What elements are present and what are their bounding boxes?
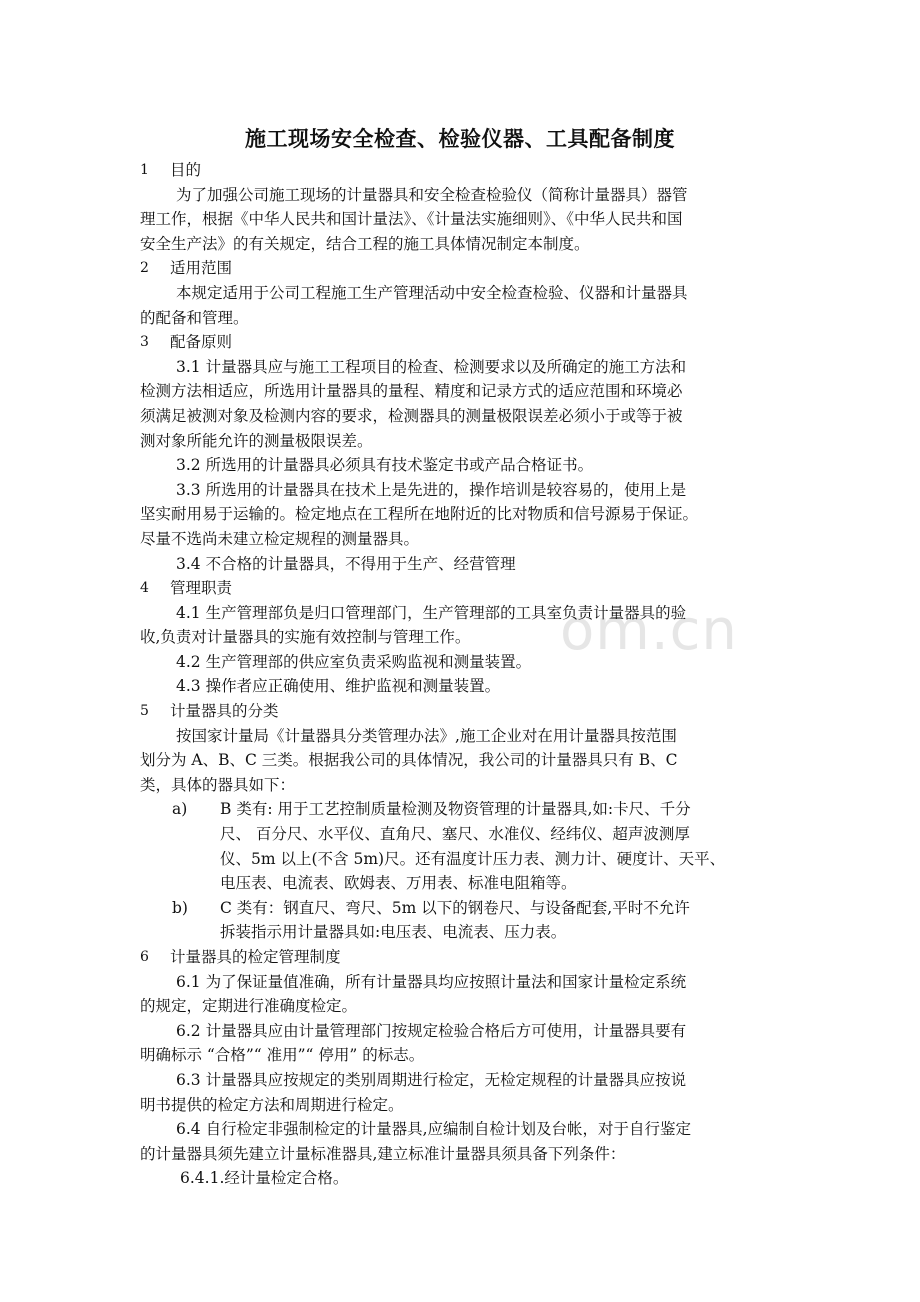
section-number: 3 bbox=[140, 334, 149, 351]
list-label: b) bbox=[172, 898, 188, 917]
watermark: om.cn bbox=[560, 598, 738, 663]
paragraph-line: 明书提供的检定方法和周期进行检定。 bbox=[140, 1095, 404, 1114]
paragraph-line: 6.4.1.经计量检定合格。 bbox=[180, 1169, 349, 1188]
paragraph-line: 3.2 所选用的计量器具必须具有技术鉴定书或产品合格证书。 bbox=[176, 456, 594, 475]
paragraph-line: 4.1 生产管理部负是归口管理部门，生产管理部的工具室负责计量器具的验 bbox=[176, 603, 687, 622]
paragraph-line: 6.3 计量器具应按规定的类别周期进行检定，无检定规程的计量器具应按说 bbox=[176, 1070, 687, 1089]
section-title: 配备原则 bbox=[170, 333, 233, 352]
paragraph-line: 类，具体的器具如下： bbox=[140, 775, 296, 794]
document-title: 施工现场安全检查、检验仪器、工具配备制度 bbox=[245, 126, 675, 151]
section-4-heading bbox=[140, 576, 785, 601]
list-text: B 类有: 用于工艺控制质量检测及物资管理的计量器具,如:卡尺、千分 bbox=[220, 800, 691, 819]
paragraph-line: 的计量器具须先建立计量标准器具,建立标准计量器具须具备下列条件： bbox=[140, 1144, 626, 1163]
section-2-heading bbox=[140, 256, 785, 281]
list-text: C 类有：钢直尺、弯尺、5m 以下的钢卷尺、与设备配套,平时不允许 bbox=[220, 898, 690, 917]
paragraph-line: 收,负责对计量器具的实施有效控制与管理工作。 bbox=[140, 628, 471, 647]
paragraph-line: 6.4 自行检定非强制检定的计量器具,应编制自检计划及台帐，对于自行鉴定 bbox=[176, 1120, 692, 1139]
paragraph-line: 检测方法相适应，所选用计量器具的量程、精度和记录方式的适应范围和环境必 bbox=[140, 382, 683, 401]
section-number: 4 bbox=[140, 580, 149, 597]
paragraph-line: 按国家计量局《计量器具分类管理办法》,施工企业对在用计量器具按范围 bbox=[176, 726, 677, 745]
paragraph-line: 本规定适用于公司工程施工生产管理活动中安全检查检验、仪器和计量器具 bbox=[176, 283, 688, 302]
paragraph-line: 的配备和管理。 bbox=[140, 308, 249, 327]
section-title: 计量器具的检定管理制度 bbox=[170, 948, 341, 966]
paragraph-line: 3.3 所选用的计量器具在技术上是先进的，操作培训是较容易的，使用上是 bbox=[176, 480, 687, 499]
section-title: 计量器具的分类 bbox=[170, 702, 279, 721]
paragraph-line: 明确标示 “合格”“ 准用”“ 停用” 的标志。 bbox=[140, 1046, 425, 1065]
paragraph-line: 4.3 操作者应正确使用、维护监视和测量装置。 bbox=[176, 677, 501, 696]
section-number: 6 bbox=[140, 949, 149, 965]
section-5-heading bbox=[140, 699, 785, 724]
paragraph-line: 的规定，定期进行准确度检定。 bbox=[140, 997, 358, 1016]
paragraph-line: 3.4 不合格的计量器具，不得用于生产、经营管理 bbox=[176, 554, 516, 573]
list-item-b bbox=[140, 896, 785, 921]
section-number: 2 bbox=[140, 260, 149, 277]
paragraph-line: 安全生产法》的有关规定，结合工程的施工具体情况制定本制度。 bbox=[140, 234, 590, 253]
paragraph-line: 为了加强公司施工现场的计量器具和安全检查检验仪（简称计量器具）器管 bbox=[176, 185, 688, 204]
list-label: a) bbox=[172, 800, 188, 819]
paragraph-line: 坚实耐用易于运输的。检定地点在工程所在地附近的比对物质和信号源易于保证。 bbox=[140, 505, 699, 524]
paragraph-line: 6.2 计量器具应由计量管理部门按规定检验合格后方可使用，计量器具要有 bbox=[176, 1021, 687, 1040]
paragraph-line: 划分为 A、B、C 三类。根据我公司的具体情况，我公司的计量器具只有 B、C bbox=[140, 751, 678, 770]
paragraph-line: 须满足被测对象及检测内容的要求，检测器具的测量极限误差必须小于或等于被 bbox=[140, 406, 683, 425]
section-title: 目的 bbox=[170, 161, 202, 179]
paragraph-line: 6.1 为了保证量值准确，所有计量器具均应按照计量法和国家计量检定系统 bbox=[176, 972, 687, 991]
list-item-a bbox=[140, 797, 785, 822]
list-text: 尺、 百分尺、水平仪、直角尺、塞尺、水准仪、经纬仪、超声波测厚 bbox=[220, 825, 690, 844]
paragraph-line: 3.1 计量器具应与施工工程项目的检查、检测要求以及所确定的施工方法和 bbox=[176, 357, 687, 376]
section-title: 适用范围 bbox=[170, 259, 233, 278]
document-body bbox=[140, 158, 785, 1191]
list-text: 拆装指示用计量器具如:电压表、电流表、压力表。 bbox=[220, 923, 567, 942]
section-6-heading bbox=[140, 945, 785, 970]
paragraph-line: 测对象所能允许的测量极限误差。 bbox=[140, 431, 373, 450]
section-3-heading bbox=[140, 330, 785, 355]
section-number: 1 bbox=[140, 162, 149, 178]
list-text: 电压表、电流表、欧姆表、万用表、标准电阻箱等。 bbox=[220, 874, 577, 893]
paragraph-line: 理工作，根据《中华人民共和国计量法》、《计量法实施细则》、《中华人民共和国 bbox=[140, 210, 683, 229]
section-1-heading bbox=[140, 158, 785, 183]
list-text: 仪、5m 以上(不含 5m)尺。还有温度计压力表、测力计、硬度计、天平、 bbox=[220, 849, 726, 868]
paragraph-line: 尽量不选尚未建立检定规程的测量器具。 bbox=[140, 529, 420, 548]
paragraph-line: 4.2 生产管理部的供应室负责采购监视和测量装置。 bbox=[176, 652, 532, 671]
section-title: 管理职责 bbox=[170, 579, 233, 598]
section-number: 5 bbox=[140, 703, 149, 720]
